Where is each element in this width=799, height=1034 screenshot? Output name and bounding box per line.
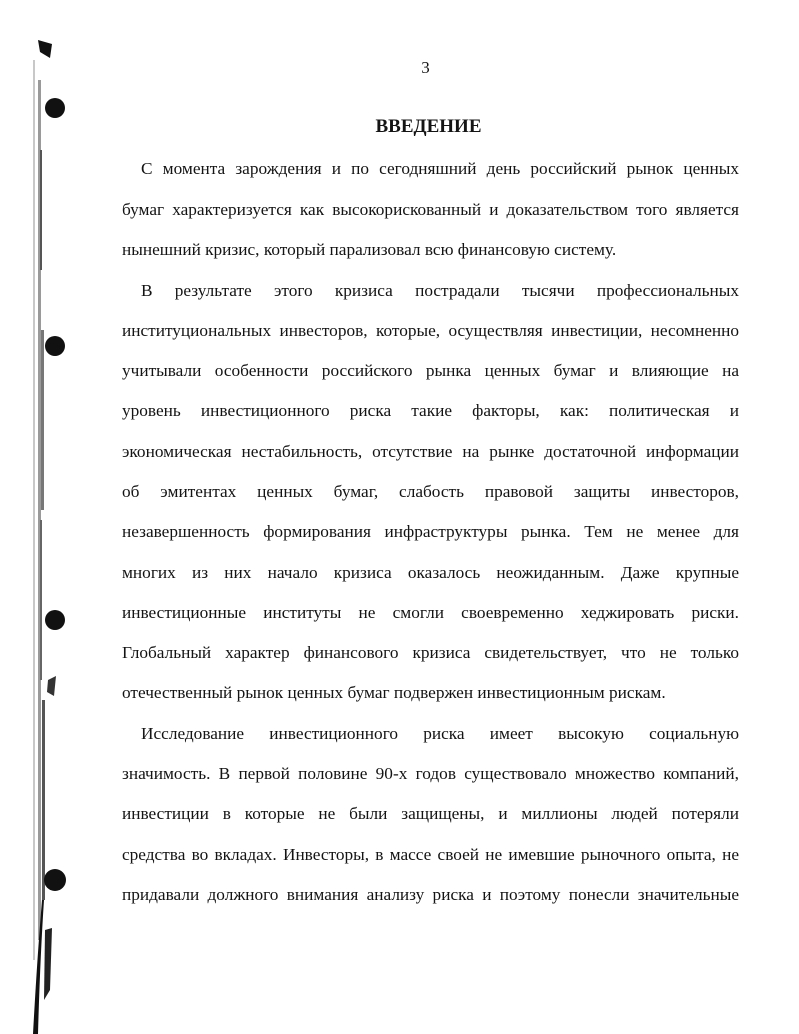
text-line: Глобальный характер финансового кризиса свидетельствует, что не только — [122, 643, 739, 662]
text-line: придавали должного внимания анализу риска и поэтому понесли значительные — [122, 885, 739, 904]
text-line: уровень инвестиционного риска такие факторы, как: политическая и — [122, 401, 739, 420]
text-line: инвестиционные институты не смогли своевременно хеджировать риски. — [122, 603, 739, 622]
text-line: С момента зарождения и по сегодняшний день российский рынок ценных — [141, 159, 739, 178]
text-line: значимость. В первой половине 90-х годов существовало множество компаний, — [122, 764, 739, 783]
text-line: средства во вкладах. Инвесторы, в массе своей не имевшие рыночного опыта, не — [122, 845, 739, 864]
text-line: многих из них начало кризиса оказалось неожиданным. Даже крупные — [122, 563, 739, 582]
page-number: 3 — [421, 58, 430, 77]
text-line: бумаг характеризуется как высокорискованный и доказательством того является — [122, 200, 739, 219]
text-line: институциональных инвесторов, которые, осуществляя инвестиции, несомненно — [122, 321, 739, 340]
scan-binding-edge — [0, 0, 80, 1034]
text-line: об эмитентах ценных бумаг, слабость правовой защиты инвесторов, — [122, 482, 739, 501]
text-line: Исследование инвестиционного риска имеет высокую социальную — [141, 724, 739, 743]
text-line: учитывали особенности российского рынка ценных бумаг и влияющие на — [122, 361, 739, 380]
text-line: инвестиции в которые не были защищены, и миллионы людей потеряли — [122, 804, 739, 823]
page-title: ВВЕДЕНИЕ — [375, 116, 482, 137]
text-line: отечественный рынок ценных бумаг подвержен инвестиционным рискам. — [122, 683, 666, 702]
text-line: В результате этого кризиса пострадали тысячи профессиональных — [141, 281, 739, 300]
text-line: незавершенность формирования инфраструктуры рынка. Тем не менее для — [122, 522, 739, 541]
text-line: нынешний кризис, который парализовал всю финансовую систему. — [122, 240, 617, 259]
text-line: экономическая нестабильность, отсутствие на рынке достаточной информации — [122, 442, 739, 461]
